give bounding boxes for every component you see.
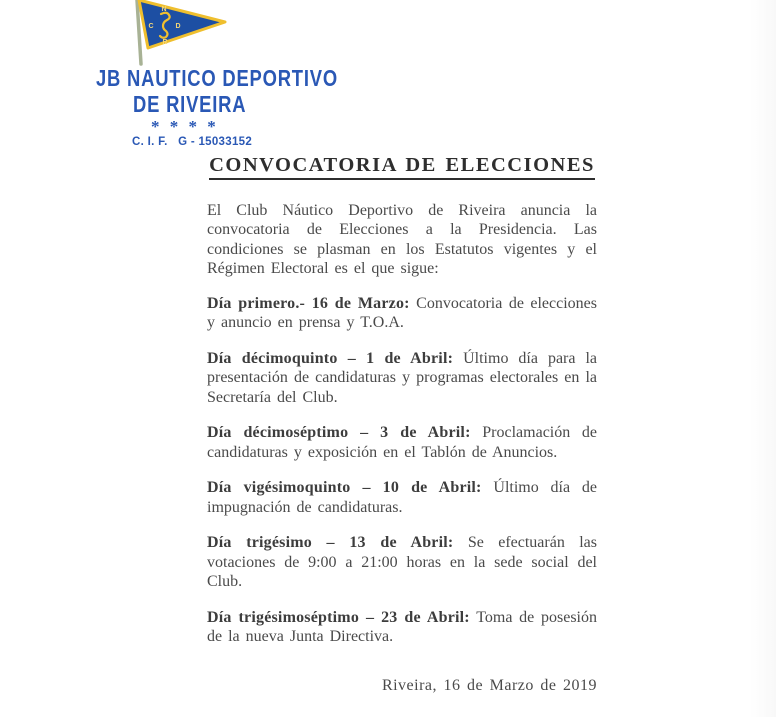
schedule-item (207, 608, 597, 647)
schedule-item-label: Día décimoséptimo – 3 de Abril: (207, 424, 471, 441)
schedule-item-label: Día trigésimoséptimo – 23 de Abril: (207, 608, 470, 626)
flag-letter-n: N (161, 6, 167, 13)
document-body (207, 156, 597, 695)
schedule-item-label: Día décimoquinto – 1 de Abril: (207, 349, 454, 367)
club-name-line1: JB NAUTICO DEPORTIVO (96, 65, 338, 91)
club-burgee-flag (128, 0, 233, 70)
page-title: CONVOCATORIA DE ELECCIONES (209, 156, 595, 180)
schedule-item-label: Día trigésimo – 13 de Abril: (207, 534, 454, 551)
schedule-item (207, 294, 597, 333)
schedule-item-text: Último día de impugnación de candidaturas. (207, 479, 597, 516)
schedule-item (207, 478, 597, 517)
flag-letter-r: R (162, 39, 168, 46)
club-name-line2: DE RIVEIRA (133, 91, 247, 117)
schedule-item-text: Se efectuarán las votaciones de 9:00 a 21:00 horas en la sede social del Club. (207, 534, 597, 590)
schedule-item-text: Convocatoria de elecciones y anuncio en prensa y T.O.A. (207, 294, 598, 331)
flag-letter-d: D (175, 23, 181, 30)
cif-number: C. I. F. G - 15033152 (132, 136, 253, 148)
stars-separator: * * * * (151, 117, 219, 136)
schedule-item (207, 423, 597, 462)
dateline: Riveira, 16 de Marzo de 2019 (381, 676, 597, 694)
schedule-item-text: Proclamación de candidaturas y exposición en el Tablón de Anuncios. (207, 424, 598, 461)
schedule-item-text: Último día para la presentación de candidaturas y programas electorales en la Secretaría del Club. (207, 349, 597, 406)
schedule-item-text: Toma de posesión de la nueva Junta Directiva. (207, 608, 597, 645)
schedule-item (207, 533, 597, 592)
flag-letter-c: C (148, 23, 154, 30)
schedule-item-label: Día primero.- 16 de Marzo: (207, 294, 410, 312)
schedule-item (207, 349, 597, 408)
intro-paragraph: El Club Náutico Deportivo de Riveira anuncia la convocatoria de Elecciones a la Presidencia. Las condiciones se plasman en los Estatutos vigentes y el Régimen Electoral es el que sigue: (207, 201, 597, 277)
schedule-item-label: Día vigésimoquinto – 10 de Abril: (207, 479, 482, 496)
scan-shadow (750, 0, 776, 717)
